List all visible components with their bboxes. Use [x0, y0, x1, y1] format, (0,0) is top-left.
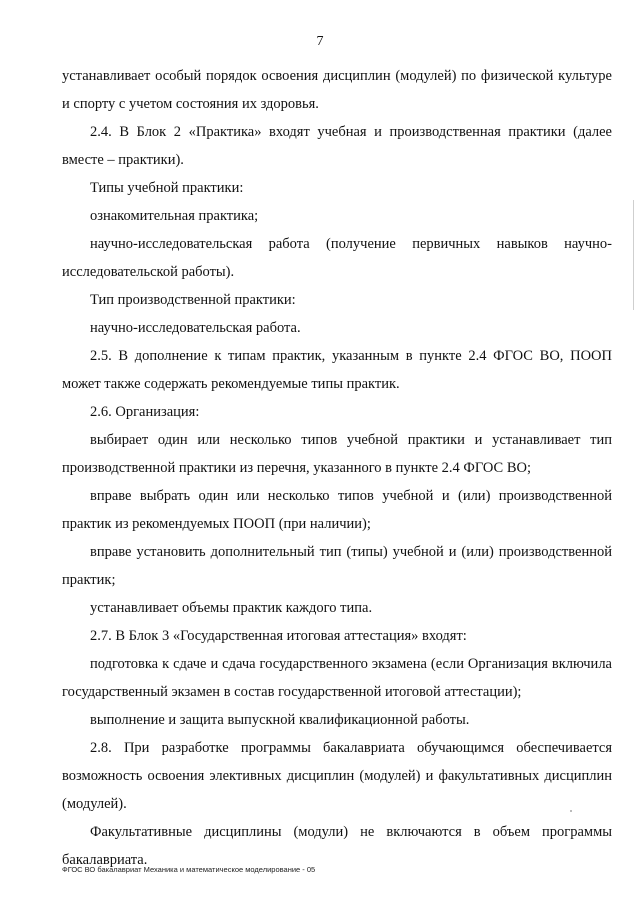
- paragraph-2-5-additional-types: 2.5. В дополнение к типам практик, указанным в пункте 2.4 ФГОС ВО, ПООП может также содержать рекомендуемые типы практик.: [62, 348, 612, 392]
- paragraph-optional-disciplines: Факультативные дисциплины (модули) не включаются в объем программы бакалавриата.: [62, 824, 612, 868]
- scan-edge-mark: [633, 200, 634, 310]
- paragraph-research-work-primary-skills: научно-исследовательская работа (получение первичных навыков научно-исследовательской работы).: [62, 236, 612, 280]
- paragraph-2-4-practice-block: 2.4. В Блок 2 «Практика» входят учебная и производственная практики (далее вместе – практики).: [62, 124, 612, 168]
- paragraph-chooses-practice-types: выбирает один или несколько типов учебной практики и устанавливает тип производственной практики из перечня, указанного в пункте 2.4 ФГОС ВО;: [62, 432, 612, 476]
- paragraph-2-8-elective-disciplines: 2.8. При разработке программы бакалавриата обучающимся обеспечивается возможность освоения элективных дисциплин (модулей) и факультативных дисциплин (модулей).: [62, 740, 612, 812]
- paragraph-continuation-physical-culture: устанавливает особый порядок освоения дисциплин (модулей) по физической культуре и спорту с учетом состояния их здоровья.: [62, 68, 612, 112]
- paragraph-introductory-practice: ознакомительная практика;: [90, 208, 259, 224]
- document-footer: ФГОС ВО бакалавриат Механика и математическое моделирование - 05: [62, 865, 316, 874]
- scan-speck: [570, 810, 572, 812]
- paragraph-sets-volumes: устанавливает объемы практик каждого типа.: [90, 600, 373, 616]
- paragraph-2-6-organization: 2.6. Организация:: [90, 404, 200, 420]
- paragraph-may-choose-recommended: вправе выбрать один или несколько типов учебной и (или) производственной практик из рекомендуемых ПООП (при наличии);: [62, 488, 612, 532]
- paragraph-final-qualification-work: выполнение и защита выпускной квалификационной работы.: [90, 712, 470, 728]
- page-number: 7: [316, 34, 324, 49]
- paragraph-2-7-state-attestation: 2.7. В Блок 3 «Государственная итоговая аттестация» входят:: [90, 628, 467, 644]
- paragraph-state-exam: подготовка к сдаче и сдача государственного экзамена (если Организация включила государственный экзамен в состав государственной итоговой аттестации);: [62, 656, 612, 700]
- paragraph-may-set-additional: вправе установить дополнительный тип (типы) учебной и (или) производственной практик;: [62, 544, 612, 588]
- paragraph-research-work: научно-исследовательская работа.: [90, 320, 301, 336]
- paragraph-production-practice-type: Тип производственной практики:: [90, 292, 296, 308]
- paragraph-educational-practice-types: Типы учебной практики:: [90, 180, 244, 196]
- document-body: [62, 62, 612, 874]
